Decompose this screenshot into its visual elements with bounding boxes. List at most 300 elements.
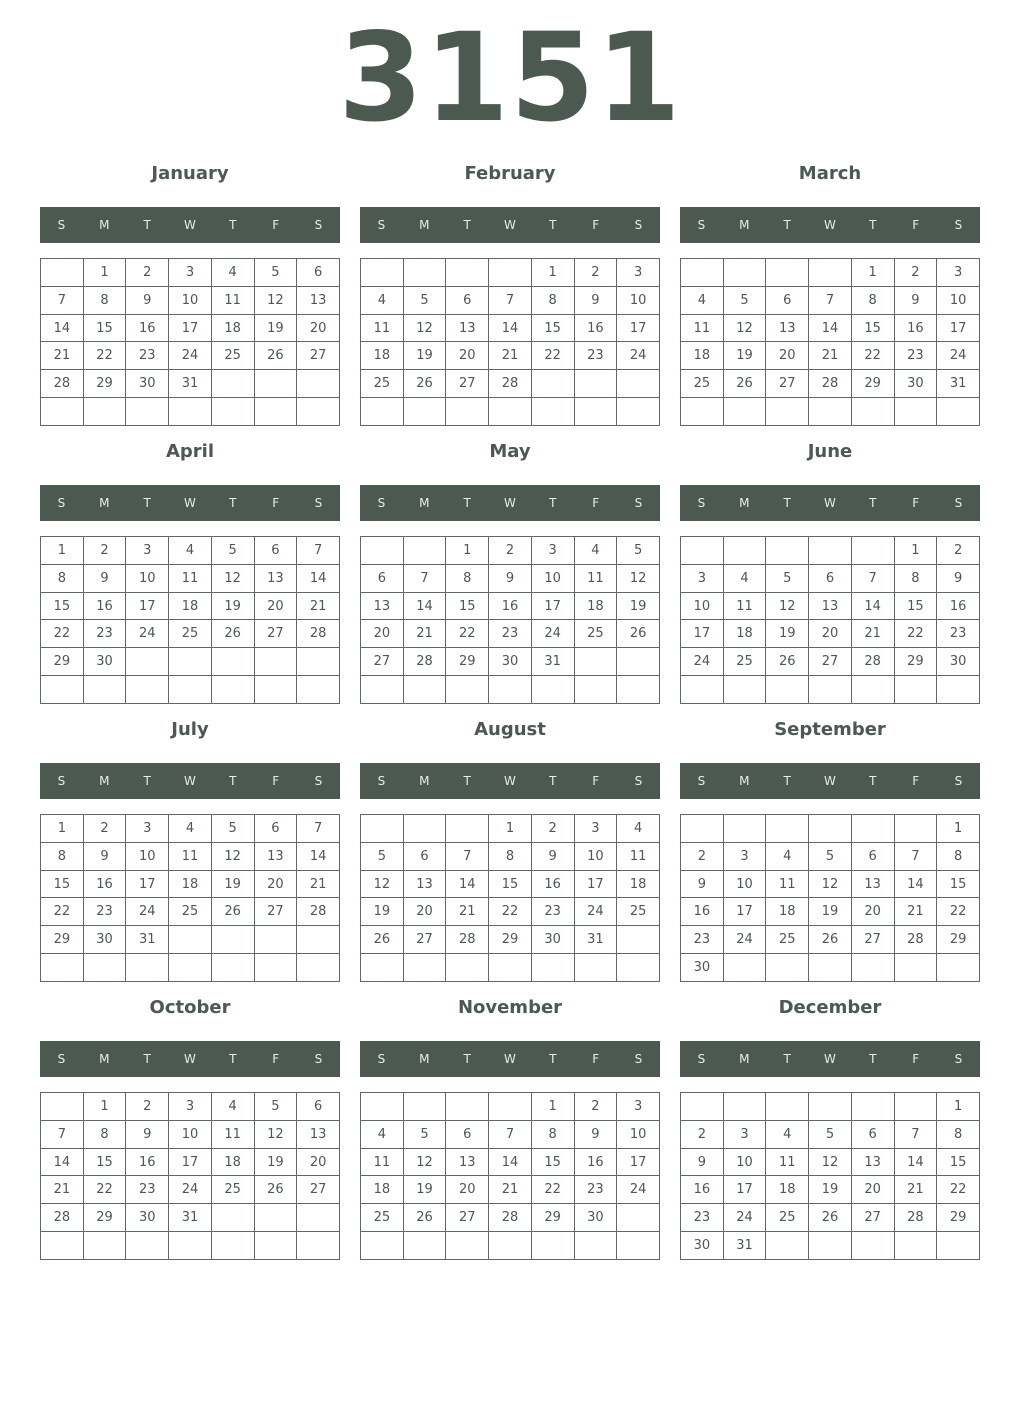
weekday-label: T	[143, 1052, 151, 1066]
weekday-label: T	[869, 496, 877, 510]
day-cell: 24	[617, 342, 660, 370]
empty-day-cell	[361, 537, 404, 565]
day-cell: 15	[937, 870, 980, 898]
day-cell: 27	[766, 370, 809, 398]
empty-day-cell	[531, 676, 574, 704]
weekday-label: T	[783, 774, 791, 788]
empty-day-cell	[126, 954, 169, 982]
day-cell: 26	[211, 620, 254, 648]
day-cell: 23	[83, 898, 126, 926]
weekday-label: T	[549, 1052, 557, 1066]
day-cell: 24	[723, 1204, 766, 1232]
day-cell: 21	[894, 1176, 937, 1204]
weekday-label: S	[697, 218, 706, 232]
weekday-label: W	[184, 774, 196, 788]
day-cell: 23	[126, 1176, 169, 1204]
day-cell: 17	[531, 592, 574, 620]
empty-day-cell	[446, 1232, 489, 1260]
weekday-label: M	[739, 218, 750, 232]
day-cell: 9	[681, 870, 724, 898]
day-grid	[360, 536, 660, 704]
week-row	[681, 592, 980, 620]
day-cell: 30	[937, 648, 980, 676]
weekday-label: W	[824, 218, 836, 232]
empty-day-cell	[851, 537, 894, 565]
day-cell: 12	[211, 842, 254, 870]
empty-day-cell	[446, 259, 489, 287]
day-cell: 13	[254, 842, 297, 870]
day-cell: 5	[723, 286, 766, 314]
day-cell: 18	[766, 898, 809, 926]
weekday-label: T	[869, 1052, 877, 1066]
day-cell: 18	[169, 592, 212, 620]
day-cell: 20	[361, 620, 404, 648]
weekday-label: M	[419, 496, 430, 510]
month-title: March	[798, 163, 862, 184]
day-cell: 22	[489, 898, 532, 926]
day-cell: 12	[809, 870, 852, 898]
week-row	[41, 676, 340, 704]
day-cell: 12	[766, 592, 809, 620]
empty-day-cell	[809, 259, 852, 287]
day-cell: 9	[531, 842, 574, 870]
day-cell: 5	[254, 1093, 297, 1121]
month-title: January	[151, 163, 229, 184]
weekday-label: S	[314, 1052, 323, 1066]
empty-day-cell	[574, 676, 617, 704]
weekday-label: T	[143, 774, 151, 788]
month-title: August	[474, 719, 546, 740]
day-cell: 15	[531, 1148, 574, 1176]
day-cell: 29	[851, 370, 894, 398]
empty-day-cell	[766, 537, 809, 565]
day-cell: 21	[41, 1176, 84, 1204]
empty-day-cell	[531, 1232, 574, 1260]
day-cell: 20	[403, 898, 446, 926]
day-cell: 27	[403, 926, 446, 954]
day-cell: 22	[894, 620, 937, 648]
day-cell: 4	[681, 286, 724, 314]
day-cell: 7	[809, 286, 852, 314]
day-cell: 27	[809, 648, 852, 676]
week-row	[681, 620, 980, 648]
day-cell: 4	[766, 842, 809, 870]
empty-day-cell	[574, 954, 617, 982]
day-cell: 19	[254, 1148, 297, 1176]
day-cell: 7	[446, 842, 489, 870]
empty-day-cell	[723, 259, 766, 287]
day-cell: 13	[809, 592, 852, 620]
day-cell: 1	[83, 1093, 126, 1121]
weekday-label: S	[377, 1052, 386, 1066]
day-cell: 26	[809, 1204, 852, 1232]
day-cell: 26	[403, 1204, 446, 1232]
weekday-label: T	[463, 218, 471, 232]
day-cell: 24	[531, 620, 574, 648]
day-cell: 8	[489, 842, 532, 870]
week-row	[681, 564, 980, 592]
month-title: April	[165, 441, 215, 462]
day-cell: 6	[297, 259, 340, 287]
day-cell: 23	[937, 620, 980, 648]
empty-day-cell	[723, 954, 766, 982]
day-cell: 12	[809, 1148, 852, 1176]
day-cell: 21	[403, 620, 446, 648]
day-cell: 14	[894, 1148, 937, 1176]
day-cell: 1	[937, 815, 980, 843]
empty-day-cell	[851, 1232, 894, 1260]
empty-day-cell	[766, 259, 809, 287]
week-row	[41, 1232, 340, 1260]
day-cell: 4	[574, 537, 617, 565]
day-grid	[40, 536, 340, 704]
empty-day-cell	[809, 815, 852, 843]
week-row	[41, 1120, 340, 1148]
weekday-header	[40, 763, 340, 799]
day-cell: 20	[851, 898, 894, 926]
day-cell: 2	[126, 1093, 169, 1121]
empty-day-cell	[254, 676, 297, 704]
week-row	[361, 898, 660, 926]
empty-day-cell	[617, 676, 660, 704]
day-cell: 24	[169, 342, 212, 370]
empty-day-cell	[361, 815, 404, 843]
empty-day-cell	[489, 259, 532, 287]
empty-day-cell	[937, 954, 980, 982]
day-cell: 7	[41, 286, 84, 314]
day-cell: 3	[126, 537, 169, 565]
day-cell: 4	[361, 1120, 404, 1148]
day-grid	[40, 258, 340, 426]
day-cell: 30	[681, 954, 724, 982]
weekday-label: T	[463, 496, 471, 510]
day-cell: 3	[617, 1093, 660, 1121]
empty-day-cell	[361, 398, 404, 426]
day-cell: 29	[894, 648, 937, 676]
week-row	[361, 314, 660, 342]
day-cell: 17	[681, 620, 724, 648]
day-cell: 13	[297, 1120, 340, 1148]
week-row	[361, 259, 660, 287]
day-cell: 18	[169, 870, 212, 898]
empty-day-cell	[894, 676, 937, 704]
week-row	[361, 398, 660, 426]
day-cell: 14	[403, 592, 446, 620]
day-cell: 3	[723, 842, 766, 870]
day-cell: 16	[531, 870, 574, 898]
day-cell: 12	[617, 564, 660, 592]
weekday-header	[40, 1041, 340, 1077]
day-cell: 13	[446, 314, 489, 342]
day-cell: 30	[894, 370, 937, 398]
empty-day-cell	[83, 398, 126, 426]
day-cell: 19	[809, 898, 852, 926]
day-cell: 8	[937, 842, 980, 870]
day-grid	[680, 536, 980, 704]
day-cell: 1	[531, 1093, 574, 1121]
day-cell: 25	[169, 620, 212, 648]
day-cell: 4	[766, 1120, 809, 1148]
day-cell: 9	[574, 286, 617, 314]
day-cell: 24	[169, 1176, 212, 1204]
weekday-label: S	[954, 774, 963, 788]
weekday-label: S	[634, 218, 643, 232]
empty-day-cell	[617, 398, 660, 426]
month-title: May	[489, 441, 531, 462]
day-cell: 16	[681, 898, 724, 926]
empty-day-cell	[681, 815, 724, 843]
day-cell: 2	[83, 537, 126, 565]
day-cell: 23	[489, 620, 532, 648]
day-cell: 20	[809, 620, 852, 648]
day-cell: 6	[361, 564, 404, 592]
day-cell: 21	[809, 342, 852, 370]
empty-day-cell	[169, 648, 212, 676]
day-cell: 19	[809, 1176, 852, 1204]
day-cell: 11	[574, 564, 617, 592]
empty-day-cell	[254, 398, 297, 426]
day-cell: 10	[681, 592, 724, 620]
day-cell: 6	[766, 286, 809, 314]
day-cell: 10	[531, 564, 574, 592]
week-row	[41, 286, 340, 314]
day-cell: 30	[83, 926, 126, 954]
empty-day-cell	[617, 1232, 660, 1260]
day-cell: 29	[446, 648, 489, 676]
day-cell: 21	[297, 592, 340, 620]
week-row	[41, 620, 340, 648]
weekday-label: W	[184, 1052, 196, 1066]
day-cell: 8	[851, 286, 894, 314]
day-cell: 29	[531, 1204, 574, 1232]
empty-day-cell	[254, 1232, 297, 1260]
day-cell: 25	[617, 898, 660, 926]
day-cell: 22	[446, 620, 489, 648]
day-cell: 9	[574, 1120, 617, 1148]
week-row	[41, 342, 340, 370]
week-row	[681, 842, 980, 870]
empty-day-cell	[723, 398, 766, 426]
day-cell: 23	[574, 1176, 617, 1204]
day-cell: 28	[297, 898, 340, 926]
day-cell: 24	[723, 926, 766, 954]
empty-day-cell	[169, 954, 212, 982]
empty-day-cell	[169, 926, 212, 954]
day-cell: 17	[169, 1148, 212, 1176]
day-cell: 3	[723, 1120, 766, 1148]
empty-day-cell	[894, 815, 937, 843]
day-cell: 10	[617, 1120, 660, 1148]
month-october	[40, 996, 340, 1261]
day-cell: 25	[766, 1204, 809, 1232]
day-cell: 24	[681, 648, 724, 676]
day-cell: 23	[126, 342, 169, 370]
week-row	[41, 398, 340, 426]
day-cell: 17	[723, 1176, 766, 1204]
week-row	[361, 564, 660, 592]
empty-day-cell	[446, 398, 489, 426]
day-cell: 6	[851, 1120, 894, 1148]
weekday-label: S	[377, 774, 386, 788]
empty-day-cell	[211, 1204, 254, 1232]
day-cell: 19	[211, 870, 254, 898]
weekday-label: W	[184, 496, 196, 510]
day-cell: 18	[681, 342, 724, 370]
day-cell: 23	[681, 1204, 724, 1232]
month-august	[360, 718, 660, 983]
empty-day-cell	[574, 370, 617, 398]
empty-day-cell	[41, 676, 84, 704]
month-september	[680, 718, 980, 983]
weekday-label: M	[739, 1052, 750, 1066]
empty-day-cell	[489, 1232, 532, 1260]
day-grid	[40, 1092, 340, 1260]
day-cell: 15	[446, 592, 489, 620]
day-cell: 27	[254, 898, 297, 926]
empty-day-cell	[489, 676, 532, 704]
weekday-label: T	[549, 218, 557, 232]
day-cell: 18	[574, 592, 617, 620]
empty-day-cell	[723, 1093, 766, 1121]
weekday-label: F	[912, 496, 920, 510]
weekday-label: S	[57, 1052, 66, 1066]
weekday-label: T	[463, 774, 471, 788]
empty-day-cell	[574, 648, 617, 676]
empty-day-cell	[403, 954, 446, 982]
day-cell: 28	[403, 648, 446, 676]
empty-day-cell	[254, 926, 297, 954]
day-cell: 28	[489, 1204, 532, 1232]
weekday-label: F	[912, 218, 920, 232]
empty-day-cell	[617, 1204, 660, 1232]
day-cell: 11	[361, 1148, 404, 1176]
day-cell: 3	[681, 564, 724, 592]
day-cell: 2	[126, 259, 169, 287]
empty-day-cell	[617, 926, 660, 954]
weekday-header	[680, 763, 980, 799]
day-cell: 10	[937, 286, 980, 314]
day-cell: 17	[169, 314, 212, 342]
day-cell: 29	[83, 1204, 126, 1232]
day-cell: 28	[41, 1204, 84, 1232]
weekday-label: S	[634, 774, 643, 788]
day-cell: 20	[766, 342, 809, 370]
day-cell: 22	[531, 1176, 574, 1204]
weekday-label: T	[783, 1052, 791, 1066]
weekday-label: F	[912, 774, 920, 788]
day-cell: 1	[446, 537, 489, 565]
empty-day-cell	[531, 398, 574, 426]
empty-day-cell	[403, 537, 446, 565]
weekday-label: T	[229, 774, 237, 788]
day-cell: 27	[446, 1204, 489, 1232]
day-cell: 20	[446, 1176, 489, 1204]
week-row	[41, 954, 340, 982]
weekday-label: S	[314, 496, 323, 510]
day-cell: 27	[254, 620, 297, 648]
empty-day-cell	[851, 815, 894, 843]
day-cell: 17	[126, 592, 169, 620]
day-cell: 20	[254, 870, 297, 898]
week-row	[681, 1232, 980, 1260]
empty-day-cell	[211, 954, 254, 982]
day-cell: 11	[211, 286, 254, 314]
empty-day-cell	[297, 926, 340, 954]
day-cell: 8	[41, 564, 84, 592]
day-cell: 26	[254, 342, 297, 370]
weekday-label: W	[504, 1052, 516, 1066]
day-cell: 21	[489, 1176, 532, 1204]
day-cell: 19	[254, 314, 297, 342]
week-row	[681, 815, 980, 843]
empty-day-cell	[681, 537, 724, 565]
empty-day-cell	[766, 1093, 809, 1121]
week-row	[361, 954, 660, 982]
day-cell: 20	[851, 1176, 894, 1204]
day-cell: 29	[41, 648, 84, 676]
day-cell: 14	[446, 870, 489, 898]
weekday-label: S	[634, 496, 643, 510]
empty-day-cell	[41, 398, 84, 426]
day-cell: 13	[297, 286, 340, 314]
day-cell: 30	[531, 926, 574, 954]
weekday-header	[360, 763, 660, 799]
day-cell: 26	[254, 1176, 297, 1204]
day-cell: 7	[851, 564, 894, 592]
week-row	[361, 870, 660, 898]
day-cell: 16	[489, 592, 532, 620]
day-cell: 25	[211, 342, 254, 370]
day-cell: 7	[403, 564, 446, 592]
day-cell: 15	[851, 314, 894, 342]
day-cell: 17	[937, 314, 980, 342]
day-grid	[680, 814, 980, 982]
empty-day-cell	[169, 398, 212, 426]
day-cell: 4	[723, 564, 766, 592]
empty-day-cell	[531, 954, 574, 982]
empty-day-cell	[41, 1232, 84, 1260]
weekday-label: T	[869, 774, 877, 788]
weekday-label: F	[912, 1052, 920, 1066]
day-cell: 6	[851, 842, 894, 870]
weekday-label: F	[592, 218, 600, 232]
day-cell: 23	[574, 342, 617, 370]
weekday-label: S	[697, 774, 706, 788]
day-cell: 3	[937, 259, 980, 287]
weekday-label: S	[57, 496, 66, 510]
day-cell: 26	[809, 926, 852, 954]
week-row	[361, 815, 660, 843]
day-cell: 23	[894, 342, 937, 370]
day-cell: 15	[83, 314, 126, 342]
week-row	[361, 537, 660, 565]
empty-day-cell	[723, 676, 766, 704]
weekday-label: W	[504, 218, 516, 232]
day-cell: 10	[169, 1120, 212, 1148]
day-cell: 11	[723, 592, 766, 620]
day-cell: 20	[297, 314, 340, 342]
day-cell: 21	[41, 342, 84, 370]
day-cell: 14	[809, 314, 852, 342]
day-cell: 21	[489, 342, 532, 370]
day-cell: 23	[531, 898, 574, 926]
day-cell: 25	[361, 1204, 404, 1232]
weekday-label: S	[634, 1052, 643, 1066]
day-cell: 15	[41, 592, 84, 620]
day-cell: 11	[169, 564, 212, 592]
week-row	[361, 1232, 660, 1260]
week-row	[681, 342, 980, 370]
